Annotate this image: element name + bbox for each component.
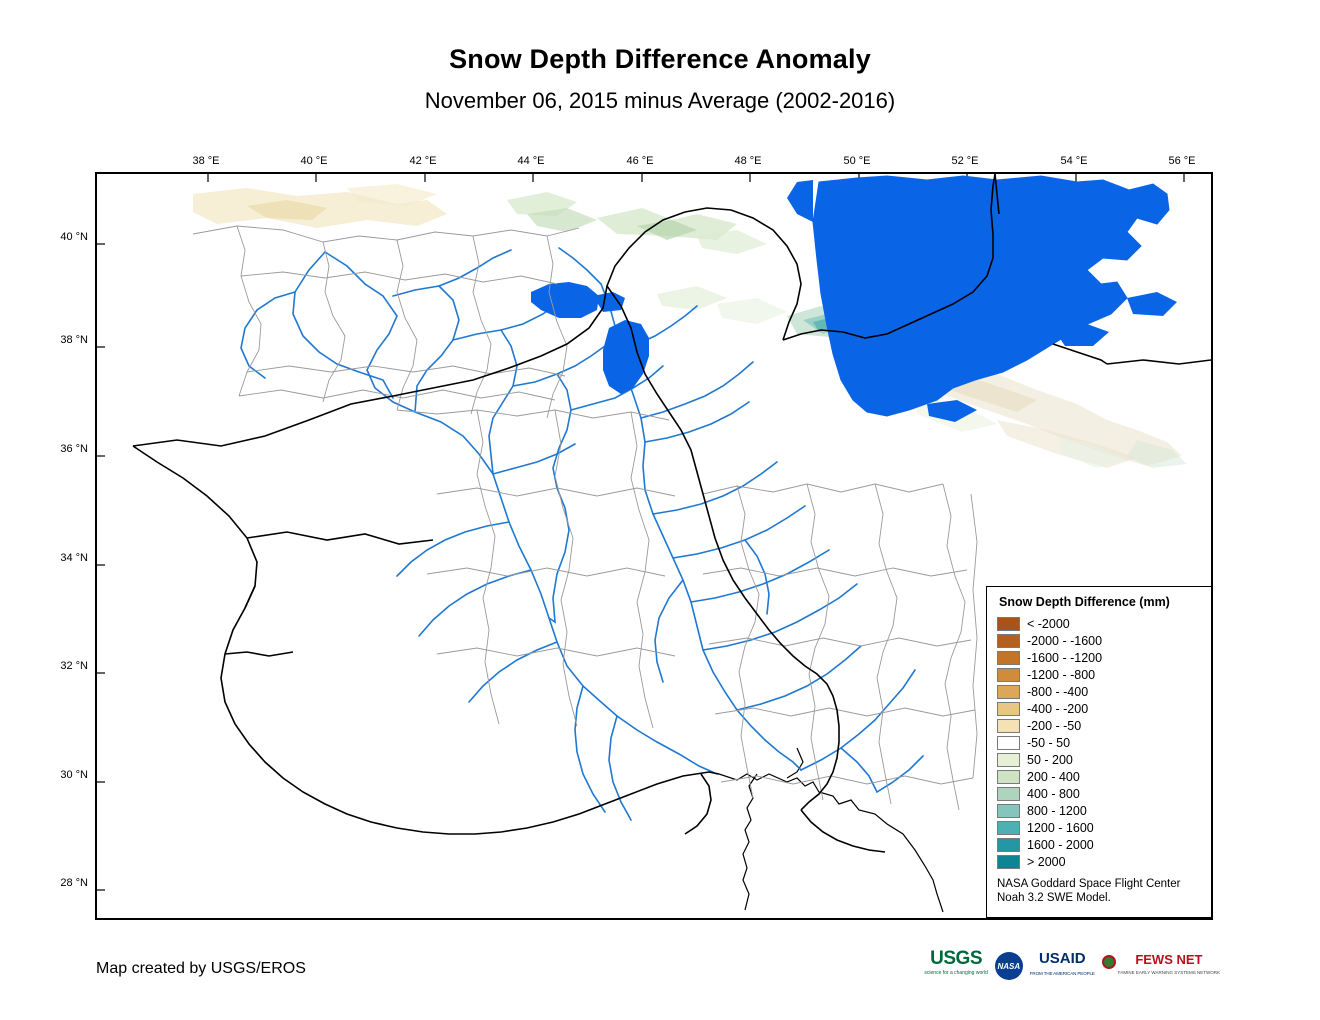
lat-label-40N: 40 °N (60, 231, 88, 243)
legend-label: -400 - -200 (1027, 701, 1089, 716)
fewsnet-logo-tagline: FAMINE EARLY WARNING SYSTEMS NETWORK (1117, 970, 1220, 975)
lon-label-48E: 48 °E (734, 155, 762, 167)
lat-label-34N: 34 °N (60, 552, 88, 564)
legend-label: 200 - 400 (1027, 769, 1080, 784)
nasa-logo (995, 952, 1023, 980)
legend-row (997, 785, 1201, 802)
legend-row (997, 632, 1201, 649)
legend-label: 1600 - 2000 (1027, 837, 1094, 852)
legend-label: 50 - 200 (1027, 752, 1073, 767)
legend-swatch (997, 651, 1020, 665)
legend-swatch (997, 685, 1020, 699)
lon-label-46E: 46 °E (626, 155, 654, 167)
legend-swatch (997, 736, 1020, 750)
legend-row (997, 649, 1201, 666)
legend-swatch (997, 702, 1020, 716)
lat-label-36N: 36 °N (60, 443, 88, 455)
legend-swatch (997, 719, 1020, 733)
usgs-logo (924, 948, 988, 980)
lon-label-52E: 52 °E (951, 155, 979, 167)
legend-row (997, 734, 1201, 751)
legend-swatch (997, 821, 1020, 835)
legend-note-line1: NASA Goddard Space Flight Center (997, 878, 1181, 890)
legend-swatch (997, 770, 1020, 784)
lat-label-30N: 30 °N (60, 769, 88, 781)
usaid-logo-text: USAID (1038, 950, 1086, 967)
legend-swatch (997, 668, 1020, 682)
map-legend (986, 586, 1212, 918)
page-title: Snow Depth Difference Anomaly (449, 44, 871, 74)
legend-swatch (997, 617, 1020, 631)
legend-swatch (997, 804, 1020, 818)
lon-label-44E: 44 °E (517, 155, 545, 167)
lon-label-42E: 42 °E (409, 155, 437, 167)
legend-label: -2000 - -1600 (1027, 633, 1103, 648)
lon-label-50E: 50 °E (843, 155, 871, 167)
globe-icon (1102, 955, 1116, 969)
fewsnet-logo-text: FEWS NET (1135, 952, 1203, 967)
legend-row (997, 615, 1201, 632)
legend-label: 800 - 1200 (1027, 803, 1087, 818)
fewsnet-logo (1102, 952, 1220, 980)
legend-title: Snow Depth Difference (mm) (999, 595, 1170, 609)
legend-row (997, 802, 1201, 819)
usgs-logo-tagline: science for a changing world (924, 970, 988, 976)
legend-row (997, 717, 1201, 734)
lon-label-56E: 56 °E (1168, 155, 1196, 167)
legend-label: -50 - 50 (1027, 735, 1071, 750)
legend-label: -200 - -50 (1027, 718, 1082, 733)
legend-label: -1200 - -800 (1027, 667, 1096, 682)
legend-row (997, 700, 1201, 717)
legend-label: 400 - 800 (1027, 786, 1080, 801)
usaid-logo-tagline: FROM THE AMERICAN PEOPLE (1029, 971, 1095, 976)
legend-note (997, 877, 1201, 905)
nasa-logo-text: NASA (997, 961, 1021, 971)
lon-label-54E: 54 °E (1060, 155, 1088, 167)
legend-swatch (997, 787, 1020, 801)
page-subtitle: November 06, 2015 minus Average (2002-2016) (424, 88, 896, 113)
persian-gulf-coastline (719, 748, 943, 912)
legend-swatch (997, 838, 1020, 852)
legend-label: -800 - -400 (1027, 684, 1089, 699)
legend-label: < -2000 (1027, 616, 1070, 631)
legend-swatch (997, 634, 1020, 648)
usaid-logo (1030, 952, 1095, 980)
legend-row (997, 853, 1201, 870)
legend-row (997, 683, 1201, 700)
lat-label-28N: 28 °N (60, 877, 88, 889)
map-credit: Map created by USGS/EROS (96, 960, 306, 977)
lon-label-38E: 38 °E (192, 155, 220, 167)
usgs-logo-text: USGS (930, 948, 983, 969)
legend-row (997, 768, 1201, 785)
legend-label: -1600 - -1200 (1027, 650, 1103, 665)
legend-row (997, 666, 1201, 683)
lon-label-40E: 40 °E (300, 155, 328, 167)
lat-label-32N: 32 °N (60, 660, 88, 672)
legend-note-line2: Noah 3.2 SWE Model. (997, 892, 1111, 904)
legend-label: 1200 - 1600 (1027, 820, 1094, 835)
legend-label: > 2000 (1027, 854, 1066, 869)
legend-row (997, 836, 1201, 853)
lat-label-38N: 38 °N (60, 334, 88, 346)
agency-logos (924, 948, 1220, 980)
legend-row (997, 751, 1201, 768)
legend-swatch (997, 753, 1020, 767)
legend-swatch (997, 855, 1020, 869)
legend-row (997, 819, 1201, 836)
